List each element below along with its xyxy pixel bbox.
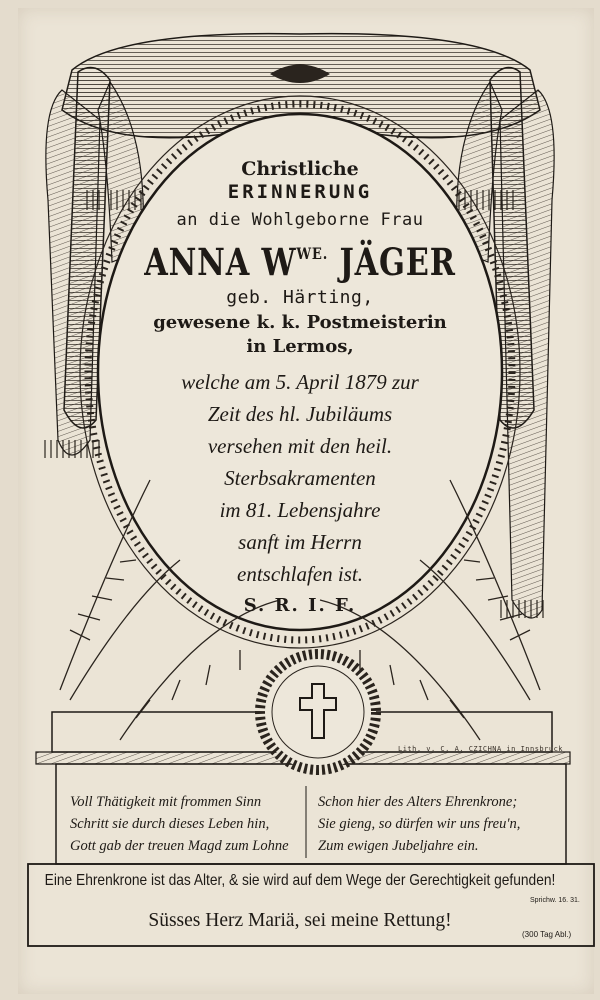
cross-medallion (260, 654, 376, 770)
script-line: entschlafen ist. (237, 562, 363, 586)
script-line: Sterbsakramenten (224, 466, 376, 490)
script-line: versehen mit den heil. (207, 434, 393, 458)
verse-line: Schon hier des Alters Ehrenkrone; (318, 794, 518, 810)
verse-line: Gott gab der treuen Magd zum Lohne (70, 838, 289, 854)
script-line: sanft im Herrn (238, 530, 362, 554)
printer-credit: Lith. v. C. A. CZICHNA in Innsbruck (398, 745, 564, 753)
header-erinnerung: ERINNERUNG (227, 181, 373, 203)
verse-line: Voll Thätigkeit mit frommen Sinn (70, 794, 262, 810)
header-dedication: an die Wohlgeborne Frau (176, 210, 424, 230)
verse-left (70, 791, 289, 857)
script-line: Zeit des hl. Jubiläums (207, 402, 393, 426)
name-last: JÄGER (328, 240, 456, 284)
motto-proverb: Eine Ehrenkrone ist das Alter, & sie wird auf dem Wege der Gerechtigkeit gefunden! (44, 872, 556, 889)
script-line: welche am 5. April 1879 zur (181, 370, 419, 394)
motto-prayer: Süsses Herz Mariä, sei meine Rettung! (148, 910, 452, 931)
proverb-reference: Sprichw. 16. 31. (530, 897, 580, 904)
script-line: im 81. Lebensjahre (219, 498, 381, 522)
maiden-name: geb. Härting, (226, 287, 374, 308)
occupation: gewesene k. k. Postmeisterin (153, 312, 447, 333)
header-christliche: Christliche (241, 158, 359, 180)
deceased-name (54, 240, 546, 284)
srif-abbreviation: S. R. I. F. (243, 595, 357, 616)
name-title: WE. (296, 244, 329, 263)
indulgence-note: (300 Tag Abl.) (522, 930, 572, 939)
name-first: ANNA W (144, 240, 297, 284)
verse-right (318, 791, 520, 857)
verse-line: Sie gieng, so dürfen wir uns freu'n, (318, 816, 521, 832)
verse-line: Zum ewigen Jubeljahre ein. (318, 838, 479, 854)
verse-line: Schritt sie durch dieses Leben hin, (70, 816, 270, 832)
place: in Lermos, (246, 336, 354, 357)
